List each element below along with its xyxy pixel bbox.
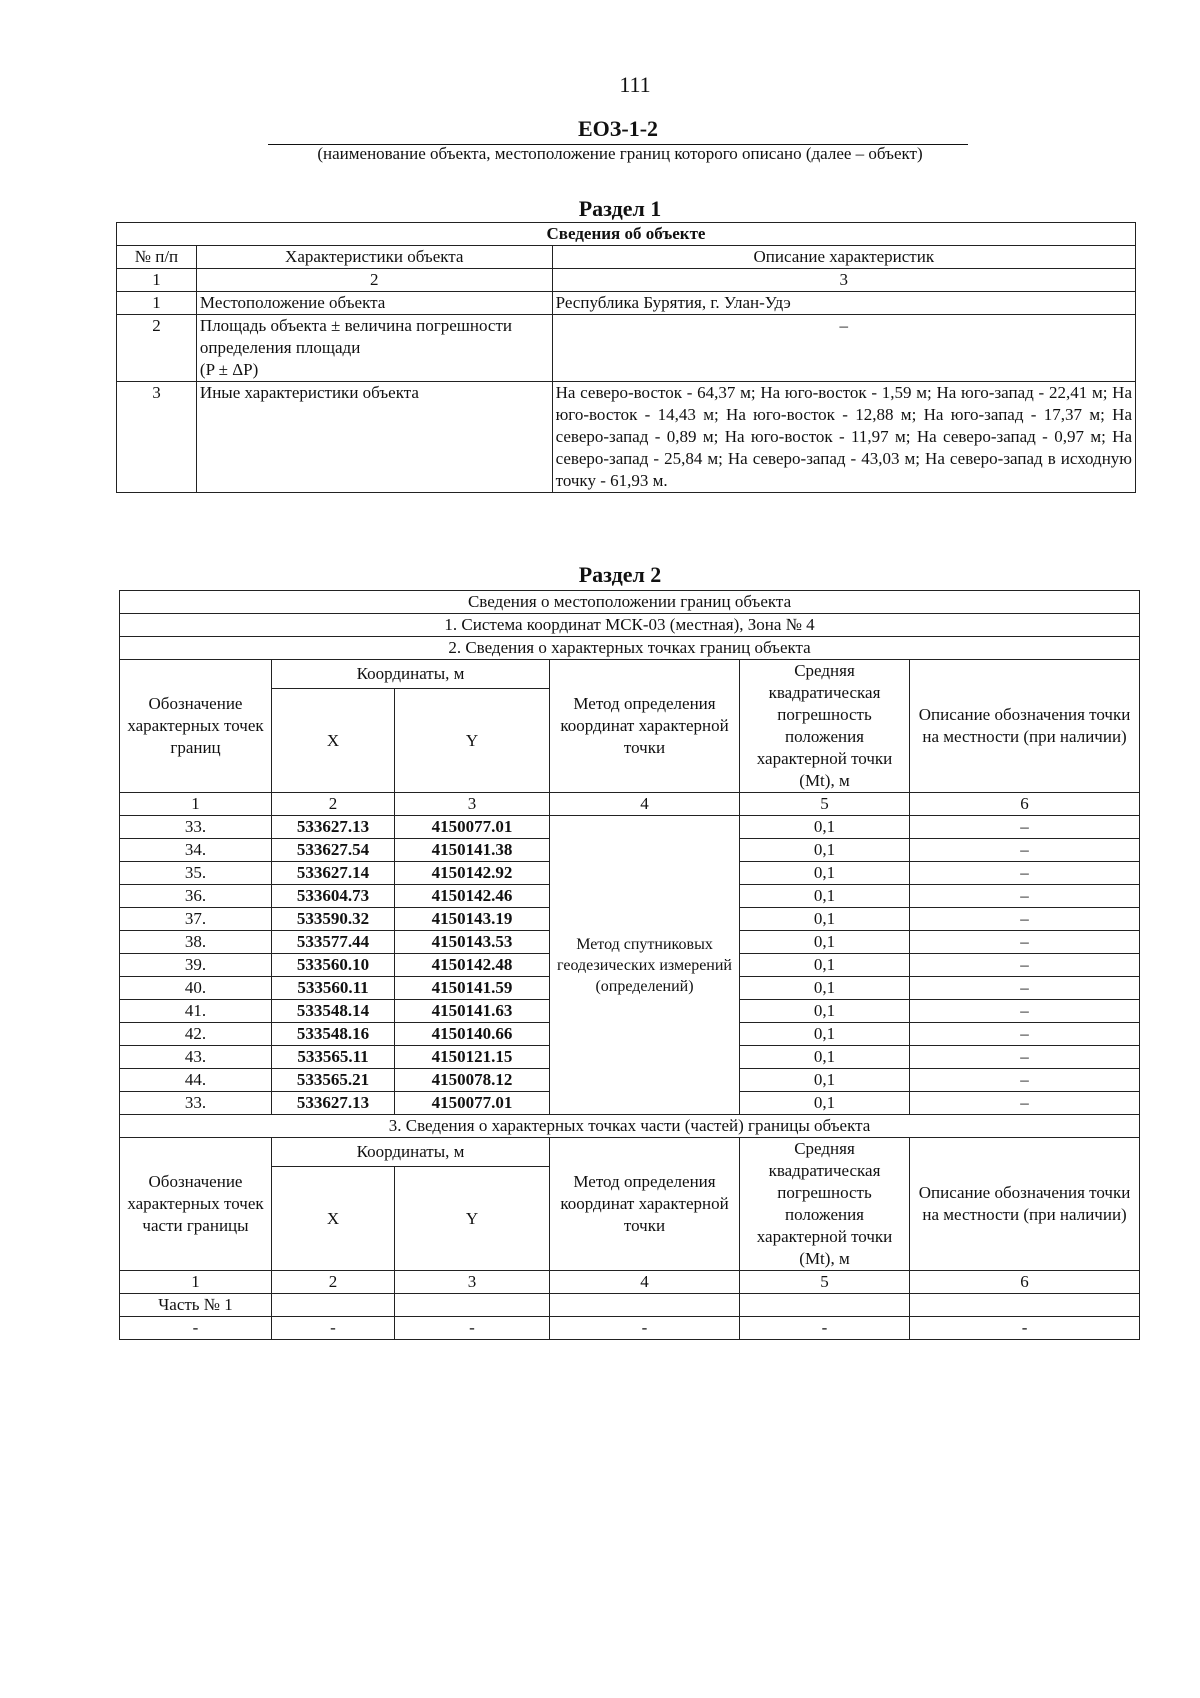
point-y: 4150142.48 <box>395 954 550 977</box>
boundary-points-table <box>119 590 1140 1340</box>
parts-section-title: 3. Сведения о характерных точках части (частей) границы объекта <box>120 1115 1140 1138</box>
point-id: 35. <box>120 862 272 885</box>
point-id: 33. <box>120 816 272 839</box>
row-number: 1 <box>117 292 197 315</box>
point-error: 0,1 <box>740 885 910 908</box>
column-number: 3 <box>395 793 550 816</box>
point-id: 34. <box>120 839 272 862</box>
part-error-header: Средняя квадратическая погрешность положения характерной точки (Mt), м <box>740 1138 910 1271</box>
coordinate-system: 1. Система координат МСК-03 (местная), Зона № 4 <box>120 614 1140 637</box>
point-y: 4150143.19 <box>395 908 550 931</box>
point-y: 4150077.01 <box>395 1092 550 1115</box>
part-point-description: - <box>910 1317 1140 1340</box>
point-x: 533627.14 <box>272 862 395 885</box>
header-row <box>117 246 1136 269</box>
section-row <box>120 1115 1140 1138</box>
column-header: № п/п <box>117 246 197 269</box>
object-info-table <box>116 222 1136 493</box>
error-header: Средняя квадратическая погрешность положения характерной точки (Mt), м <box>740 660 910 793</box>
column-number: 2 <box>272 793 395 816</box>
point-y: 4150141.38 <box>395 839 550 862</box>
table-row <box>117 315 1136 382</box>
table-row <box>120 1294 1140 1317</box>
table-title: Сведения о местоположении границ объекта <box>120 591 1140 614</box>
point-description: – <box>910 931 1140 954</box>
point-error: 0,1 <box>740 816 910 839</box>
column-number: 5 <box>740 1271 910 1294</box>
column-number: 2 <box>272 1271 395 1294</box>
table-row <box>120 816 1140 839</box>
point-id: 37. <box>120 908 272 931</box>
part-x-header: X <box>272 1167 395 1271</box>
method-header: Метод определения координат характерной точки <box>550 660 740 793</box>
point-y: 4150140.66 <box>395 1023 550 1046</box>
point-id: 41. <box>120 1000 272 1023</box>
designation-header: Обозначение характерных точек границ <box>120 660 272 793</box>
row-number: 3 <box>117 382 197 493</box>
header-row <box>120 660 1140 689</box>
column-number: 6 <box>910 1271 1140 1294</box>
point-error: 0,1 <box>740 931 910 954</box>
part-point-id: - <box>120 1317 272 1340</box>
point-error: 0,1 <box>740 954 910 977</box>
point-x: 533577.44 <box>272 931 395 954</box>
point-x: 533560.10 <box>272 954 395 977</box>
section-2-title: Раздел 2 <box>578 562 662 587</box>
column-header: Описание характеристик <box>552 246 1135 269</box>
point-y: 4150142.92 <box>395 862 550 885</box>
point-description: – <box>910 1000 1140 1023</box>
table-row <box>117 382 1136 493</box>
point-y: 4150078.12 <box>395 1069 550 1092</box>
point-id: 33. <box>120 1092 272 1115</box>
part-designation-header: Обозначение характерных точек части границы <box>120 1138 272 1271</box>
column-header: Характеристики объекта <box>196 246 552 269</box>
point-id: 40. <box>120 977 272 1000</box>
point-y: 4150142.46 <box>395 885 550 908</box>
point-error: 0,1 <box>740 1000 910 1023</box>
x-header: X <box>272 689 395 793</box>
point-x: 533565.21 <box>272 1069 395 1092</box>
numbering-row <box>117 269 1136 292</box>
point-error: 0,1 <box>740 1092 910 1115</box>
point-description: – <box>910 839 1140 862</box>
point-y: 4150077.01 <box>395 816 550 839</box>
part-point-method: - <box>550 1317 740 1340</box>
column-number: 3 <box>552 269 1135 292</box>
table-title: Сведения об объекте <box>117 223 1136 246</box>
column-number: 1 <box>120 1271 272 1294</box>
point-id: 36. <box>120 885 272 908</box>
object-caption: (наименование объекта, местоположение границ которого описано (далее – объект) <box>317 144 923 163</box>
y-header: Y <box>395 689 550 793</box>
table-row <box>120 1317 1140 1340</box>
column-number: 4 <box>550 793 740 816</box>
column-number: 3 <box>395 1271 550 1294</box>
part-point-x: - <box>272 1317 395 1340</box>
method-value: Метод спутниковых геодезических измерений (определений) <box>550 816 740 1115</box>
point-error: 0,1 <box>740 977 910 1000</box>
part-point-y: - <box>395 1317 550 1340</box>
column-number: 1 <box>117 269 197 292</box>
column-number: 5 <box>740 793 910 816</box>
point-description: – <box>910 1069 1140 1092</box>
coordinates-header: Координаты, м <box>272 660 550 689</box>
characteristic-name: Местоположение объекта <box>196 292 552 315</box>
characteristic-value: Республика Бурятия, г. Улан-Удэ <box>552 292 1135 315</box>
point-y: 4150141.63 <box>395 1000 550 1023</box>
characteristic-formula: (P ± ΔP) <box>199 360 259 379</box>
point-x: 533627.13 <box>272 1092 395 1115</box>
part-point-error: - <box>740 1317 910 1340</box>
part-y-header: Y <box>395 1167 550 1271</box>
point-x: 533627.54 <box>272 839 395 862</box>
point-id: 39. <box>120 954 272 977</box>
column-number: 6 <box>910 793 1140 816</box>
point-description: – <box>910 862 1140 885</box>
header-row <box>120 1138 1140 1167</box>
object-name: ЕОЗ-1-2 <box>268 116 968 145</box>
point-error: 0,1 <box>740 1069 910 1092</box>
column-number: 1 <box>120 793 272 816</box>
characteristic-name: Иные характеристики объекта <box>196 382 552 493</box>
point-id: 38. <box>120 931 272 954</box>
point-description: – <box>910 977 1140 1000</box>
characteristic-value: – <box>552 315 1135 382</box>
point-y: 4150141.59 <box>395 977 550 1000</box>
point-error: 0,1 <box>740 839 910 862</box>
description-header: Описание обозначения точки на местности (при наличии) <box>910 660 1140 793</box>
point-y: 4150143.53 <box>395 931 550 954</box>
column-number: 2 <box>196 269 552 292</box>
characteristic-name <box>196 315 552 382</box>
point-description: – <box>910 1023 1140 1046</box>
page-number: 111 <box>619 72 651 97</box>
point-x: 533560.11 <box>272 977 395 1000</box>
column-number: 4 <box>550 1271 740 1294</box>
points-section-title: 2. Сведения о характерных точках границ объекта <box>120 637 1140 660</box>
point-x: 533604.73 <box>272 885 395 908</box>
point-description: – <box>910 908 1140 931</box>
characteristic-name-text: Площадь объекта ± величина погрешности определения площади <box>199 316 512 357</box>
point-error: 0,1 <box>740 1046 910 1069</box>
part-method-header: Метод определения координат характерной точки <box>550 1138 740 1271</box>
point-y: 4150121.15 <box>395 1046 550 1069</box>
part-description-header: Описание обозначения точки на местности (при наличии) <box>910 1138 1140 1271</box>
point-x: 533548.16 <box>272 1023 395 1046</box>
point-id: 42. <box>120 1023 272 1046</box>
point-error: 0,1 <box>740 908 910 931</box>
point-description: – <box>910 1046 1140 1069</box>
point-x: 533565.11 <box>272 1046 395 1069</box>
point-error: 0,1 <box>740 1023 910 1046</box>
table-row <box>117 292 1136 315</box>
point-id: 43. <box>120 1046 272 1069</box>
part-coordinates-header: Координаты, м <box>272 1138 550 1167</box>
characteristic-value: На северо-восток - 64,37 м; На юго-восток - 1,59 м; На юго-запад - 22,41 м; На юго-восток - 14,43 м; На юго-восток - 12,88 м; На юго-запад - 17,37 м; На северо-запад - 0,89 м; На юго-восток - 11,97 м; На северо-запад - 0,97 м; На северо-запад - 25,84 м; На северо-запад - 43,03 м; На северо-запад в исходную точку - 61,93 м. <box>552 382 1135 493</box>
part-label: Часть № 1 <box>120 1294 272 1317</box>
numbering-row <box>120 793 1140 816</box>
point-x: 533627.13 <box>272 816 395 839</box>
point-id: 44. <box>120 1069 272 1092</box>
numbering-row <box>120 1271 1140 1294</box>
point-description: – <box>910 954 1140 977</box>
point-description: – <box>910 885 1140 908</box>
point-error: 0,1 <box>740 862 910 885</box>
point-x: 533548.14 <box>272 1000 395 1023</box>
point-x: 533590.32 <box>272 908 395 931</box>
row-number: 2 <box>117 315 197 382</box>
section-1-title: Раздел 1 <box>578 196 662 221</box>
point-description: – <box>910 1092 1140 1115</box>
point-description: – <box>910 816 1140 839</box>
